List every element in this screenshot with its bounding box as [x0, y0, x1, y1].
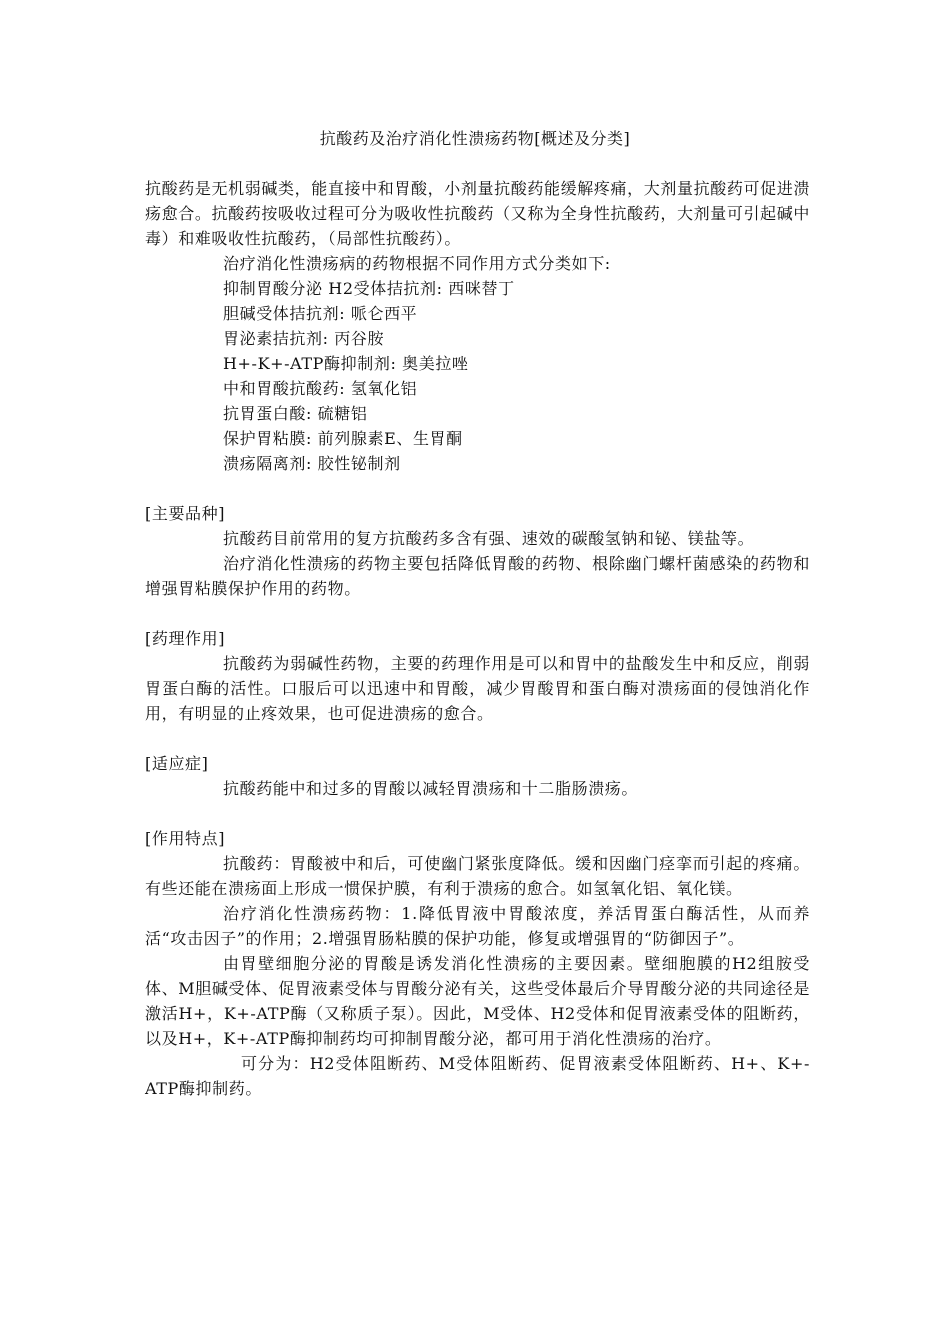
- varieties-paragraph: 治疗消化性溃疡的药物主要包括降低胃酸的药物、根除幽门螺杆菌感染的药物和增强胃粘膜保护作用的药物。: [145, 554, 810, 598]
- features-paragraph: 治疗消化性溃疡药物：1.降低胃液中胃酸浓度，养活胃蛋白酶活性，从而养活“攻击因子”的作用；2.增强胃肠粘膜的保护功能，修复或增强胃的“防御因子”。: [145, 904, 810, 948]
- section-heading-features: [作用特点]: [145, 829, 226, 848]
- features-paragraph: 由胃壁细胞分泌的胃酸是诱发消化性溃疡的主要因素。壁细胞膜的H2组胺受体、M胆碱受体、促胃液素受体与胃酸分泌有关，这些受体最后介导胃酸分泌的共同途径是激活H+，K+-ATP酶（又称质子泵）。因此，M受体、H2受体和促胃液素受体的阻断药，以及H+，K+-ATP酶抑制药均可抑制胃酸分泌，都可用于消化性溃疡的治疗。: [145, 954, 810, 1048]
- indications-paragraph: 抗酸药能中和过多的胃酸以减轻胃溃疡和十二脂肠溃疡。: [223, 779, 639, 798]
- classification-item: 中和胃酸抗酸药: 氢氧化铝: [223, 379, 418, 398]
- features-paragraph: 可分为：H2受体阻断药、M受体阻断药、促胃液素受体阻断药、H+、K+-ATP酶抑制药。: [145, 1054, 810, 1098]
- pharmacology-paragraph: 抗酸药为弱碱性药物，主要的药理作用是可以和胃中的盐酸发生中和反应，削弱胃蛋白酶的活性。口服后可以迅速中和胃酸，减少胃酸胃和蛋白酶对溃疡面的侵蚀消化作用，有明显的止疼效果，也可促进溃疡的愈合。: [145, 654, 810, 723]
- classification-list: [145, 276, 810, 476]
- classification-item: 胃泌素拮抗剂: 丙谷胺: [223, 329, 385, 348]
- section-heading-varieties: [主要品种]: [145, 504, 226, 523]
- document-title: 抗酸药及治疗消化性溃疡药物[概述及分类]: [319, 129, 631, 148]
- section-heading-indications: [适应症]: [145, 754, 209, 773]
- classification-item: 保护胃粘膜: 前列腺素E、生胃酮: [223, 429, 463, 448]
- classification-item: 抗胃蛋白酸: 硫糖铝: [223, 404, 368, 423]
- intro-paragraph: 抗酸药是无机弱碱类，能直接中和胃酸，小剂量抗酸药能缓解疼痛，大剂量抗酸药可促进溃疡愈合。抗酸药按吸收过程可分为吸收性抗酸药（又称为全身性抗酸药，大剂量可引起碱中毒）和难吸收性抗酸药，（局部性抗酸药）。: [145, 179, 810, 248]
- document-body: [145, 176, 810, 1101]
- varieties-paragraph: 抗酸药目前常用的复方抗酸药多含有强、速效的碳酸氢钠和铋、镁盐等。: [223, 529, 755, 548]
- features-paragraph: 抗酸药：胃酸被中和后，可使幽门紧张度降低。缓和因幽门痉挛而引起的疼痛。有些还能在溃疡面上形成一惯保护膜，有利于溃疡的愈合。如氢氧化铝、氧化镁。: [145, 854, 810, 898]
- classification-item: 抑制胃酸分泌 H2受体拮抗剂: 西咪替丁: [223, 279, 515, 298]
- classification-item: 胆碱受体拮抗剂: 哌仑西平: [223, 304, 418, 323]
- classification-item: 溃疡隔离剂: 胶性铋制剂: [223, 454, 401, 473]
- classification-heading: 治疗消化性溃疡病的药物根据不同作用方式分类如下:: [223, 254, 611, 273]
- section-heading-pharmacology: [药理作用]: [145, 629, 226, 648]
- classification-item: H+-K+-ATP酶抑制剂: 奥美拉唑: [223, 354, 469, 373]
